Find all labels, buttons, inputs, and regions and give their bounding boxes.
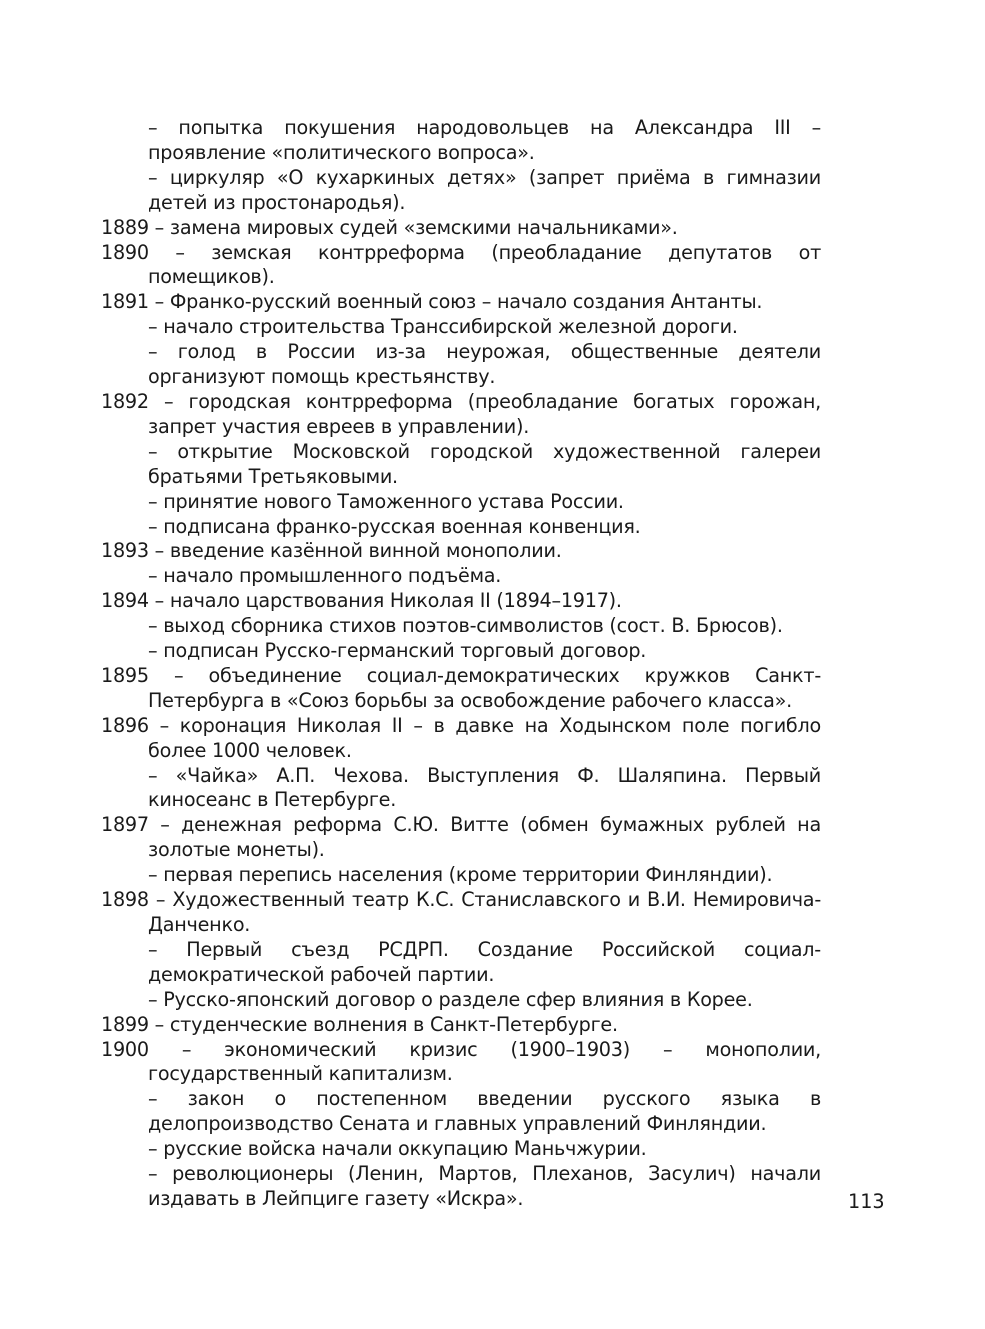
paragraph-item: – голод в России из-за неурожая, общественные деятели организуют помощь крестьянству. xyxy=(148,340,821,389)
paragraph-item: – Русско-японский договор о разделе сфер влияния в Корее. xyxy=(148,987,753,1011)
timeline-text xyxy=(101,116,821,1212)
paragraph-year-1900: 1900 – экономический кризис (1900–1903) – монополии, государственный капитализм. xyxy=(101,1037,821,1086)
paragraph-year-1891: 1891 – Франко-русский военный союз – начало создания Антанты. xyxy=(101,290,763,314)
paragraph-year-1894: 1894 – начало царствования Николая II (1894–1917). xyxy=(101,589,622,613)
paragraph-year-1896: 1896 – коронация Николая II – в давке на Ходынском поле погибло более 1000 человек. xyxy=(101,713,821,762)
paragraph-year-1899: 1899 – студенческие волнения в Санкт-Петербурге. xyxy=(101,1012,618,1036)
paragraph-item: – циркуляр «О кухаркиных детях» (запрет приёма в гимназии детей из простонародья). xyxy=(148,165,821,214)
paragraph-item: – Первый съезд РСДРП. Создание Российской социал-демократической рабочей партии. xyxy=(148,937,821,986)
paragraph-item: – закон о постепенном введении русского языка в делопроизводство Сената и главных управлений Финляндии. xyxy=(148,1087,821,1136)
paragraph-item: – революционеры (Ленин, Мартов, Плеханов, Засулич) начали издавать в Лейпциге газету «Искра». xyxy=(148,1162,821,1210)
page-number: 113 xyxy=(848,1190,885,1213)
paragraph-item: – «Чайка» А.П. Чехова. Выступления Ф. Шаляпина. Первый киносеанс в Петербурге. xyxy=(148,763,821,812)
paragraph-item: – начало строительства Транссибирской железной дороги. xyxy=(148,315,738,339)
paragraph-item: – выход сборника стихов поэтов-символистов (сост. В. Брюсов). xyxy=(148,614,783,638)
paragraph-year-1897: 1897 – денежная реформа С.Ю. Витте (обмен бумажных рублей на золотые монеты). xyxy=(101,813,821,862)
paragraph-item: – принятие нового Таможенного устава России. xyxy=(148,489,624,513)
paragraph-item: – русские войска начали оккупацию Маньчжурии. xyxy=(148,1137,647,1161)
paragraph-year-1890: 1890 – земская контрреформа (преобладание депутатов от помещиков). xyxy=(101,240,821,289)
paragraph-year-1898: 1898 – Художественный театр К.С. Станиславского и В.И. Немировича-Данченко. xyxy=(101,888,821,936)
paragraph-item: – подписана франко-русская военная конвенция. xyxy=(148,514,641,538)
paragraph-year-1895: 1895 – объединение социал-демократических кружков Санкт-Петербурга в «Союз борьбы за освобождение рабочего класса». xyxy=(101,663,821,712)
paragraph-item: – подписан Русско-германский торговый договор. xyxy=(148,639,647,663)
paragraph-item: – первая перепись населения (кроме территории Финляндии). xyxy=(148,863,773,887)
paragraph-year-1892: 1892 – городская контрреформа (преобладание богатых горожан, запрет участия евреев в управлении). xyxy=(101,389,821,438)
paragraph-item: – попытка покушения народовольцев на Александра III – проявление «политического вопроса». xyxy=(148,116,821,164)
paragraph-year-1889: 1889 – замена мировых судей «земскими начальниками». xyxy=(101,215,678,239)
paragraph-year-1893: 1893 – введение казённой винной монополии. xyxy=(101,539,562,563)
paragraph-item: – открытие Московской городской художественной галереи братьями Третьяковыми. xyxy=(148,439,821,488)
paragraph-item: – начало промышленного подъёма. xyxy=(148,564,502,588)
